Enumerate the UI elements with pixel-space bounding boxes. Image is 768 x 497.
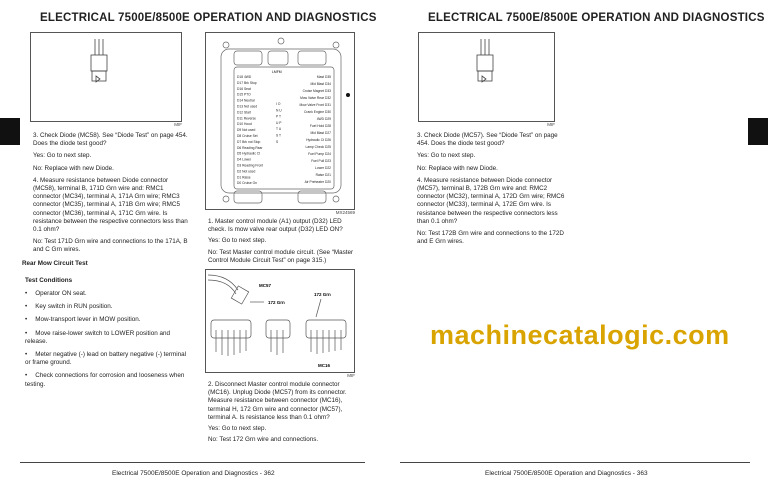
right-column (415, 32, 571, 246)
module-pin-label: D14 Neutral (237, 98, 255, 103)
step-3: 3. Check Diode (MC58). See “Diode Test” on page 454. Does the diode test good? (33, 132, 188, 148)
step-4-no: No: Test 171D Grn wire and connections to the 171A, B and C Grn wires. (33, 238, 188, 254)
module-pin-label: D12 Start (237, 110, 251, 115)
step-4: 4. Measure resistance between Diode connector (MC58), terminal B, 171D Grn wire and: RMC1 connector (MC34), terminal A, 171A Grn wire; RMC3 connector (MC35), terminal A, 171B Grn wire; RMC5 connector (MC36), terminal A, 171C Grn wire. Is resistance between the respective connectors less than 0.1 ohm? (33, 176, 188, 234)
module-pin-label: U P (276, 120, 282, 125)
step-3-no: No: Replace with new Diode. (33, 164, 114, 172)
control-module-diagram (206, 33, 354, 209)
step-3-no: No: Replace with new Diode. (417, 164, 498, 172)
right-page-tab (748, 118, 768, 145)
module-pin-label: Lower D22 (315, 166, 331, 170)
connector-diagram (206, 270, 354, 372)
connector-figure (205, 269, 355, 373)
module-pin-label: N U (276, 108, 282, 113)
module-pin-label: D17 Brk Stop (237, 80, 257, 85)
condition-item: • Key switch in RUN position. (25, 303, 187, 311)
module-pin-label: D13 Not used (237, 104, 258, 109)
module-pin-label: Mow Valve Front D31 (299, 103, 331, 107)
module-pin-label: D0 Cruise On (237, 181, 257, 186)
step-3-yes: Yes: Go to next step. (33, 152, 92, 160)
step-3-yes: Yes: Go to next step. (417, 152, 476, 160)
left-page-tab (0, 118, 20, 145)
module-pin-label: S (276, 139, 279, 144)
module-pin-label: D1 Raise (237, 175, 251, 180)
module-pin-label: D3 Reading Front (237, 163, 264, 168)
module-pin-label: Air Preheater D20 (304, 180, 331, 184)
diode-icon (31, 33, 181, 121)
module-pin-label: Cruise Magnet D33 (302, 89, 331, 93)
test-conditions-title: Test Conditions (25, 276, 73, 284)
module-pin-label: D15 PTO (237, 92, 251, 97)
step-2-block (205, 381, 360, 444)
module-pin-label: Fuel Hold D28 (309, 124, 331, 128)
condition-item: • Meter negative (-) lead on battery negative (-) terminal or frame ground. (25, 351, 187, 367)
footer-rule (400, 462, 750, 463)
module-pin-label: D6 Reading Rear (237, 145, 263, 150)
step-4: 4. Measure resistance between Diode connector (MC57), terminal B, 172B Grn wire and: RMC2 connector (MC32), terminal A, 172D Grn wire; RMC6 connector (MC33), terminal A, 172E Grn wire. Is resistance between the respective connectors less than 0.1 ohm? (417, 176, 565, 225)
right-page-header: ELECTRICAL 7500E/8500E OPERATION AND DIAGNOSTICS (428, 12, 765, 24)
condition-item: • Move raise-lower switch to LOWER position and release. (25, 330, 187, 346)
step-1: 1. Master control module (A1) output (D32) LED check. Is mow valve rear output (D32) LED ON? (208, 218, 343, 234)
module-pin-label: Mow Valve Rear D32 (300, 96, 331, 100)
step-2: 2. Disconnect Master control module connector (MC16). Unplug Diode (MC57) from its connector. Measure resistance between connector (MC16), terminal H, 172 Grn wire and connector (MC57), terminal A. Is resistance less than 0.1 ohm? (208, 381, 347, 421)
step-2-no: No: Test 172 Grn wire and connections. (208, 436, 319, 444)
condition-item: • Check connections for corrosion and looseness when testing. (25, 372, 187, 388)
module-pin-label: Lamp Check D25 (305, 145, 331, 149)
left-column (22, 32, 188, 389)
wire-label: 172 Grn (268, 300, 285, 306)
module-pin-label: I O (276, 102, 281, 106)
module-pin-label: Raise D21 (315, 173, 331, 177)
module-pin-label: D16 Seat (237, 86, 251, 91)
condition-item: • Operator ON seat. (25, 290, 187, 298)
figure-label: MIF (547, 122, 555, 127)
module-pin-label: Fuel Pull D23 (311, 159, 331, 163)
module-figure-label: MX24569 (335, 210, 355, 215)
module-pin-label: D10 Hood (237, 122, 252, 127)
module-pin-label: D2 Not used (237, 169, 256, 174)
condition-item: • Mow-transport lever in MOW position. (25, 316, 187, 324)
step-1-no: No: Test Master control module circuit. (See “Master Control Module Circuit Test” on page 315.) (208, 248, 354, 264)
step-1-yes: Yes: Go to next step. (208, 237, 267, 245)
module-pin-label: D4 Lower (237, 157, 252, 162)
module-pin-label: P T (276, 114, 282, 119)
footer-rule (20, 462, 365, 463)
module-title: LMFM (272, 70, 282, 74)
diode-icon (419, 33, 554, 121)
left-page-footer: Electrical 7500E/8500E Operation and Diagnostics - 362 (112, 470, 275, 477)
module-pin-label: D18 4WD (237, 75, 252, 79)
figure-label: MIF (347, 373, 355, 379)
step-4-no: No: Test 172B Grn wire and connections to the 172D and E Grn wires. (417, 230, 564, 246)
master-control-module-figure (205, 32, 355, 210)
diode-figure-left (30, 32, 182, 122)
step-2-yes: Yes: Go to next step. (208, 425, 267, 433)
wire-label: 172 Grn (314, 292, 331, 298)
watermark: machinecatalogic.com (430, 320, 730, 350)
module-pin-label: D9 Not used (237, 128, 256, 133)
module-pin-label: D8 Cruise Set (237, 134, 258, 138)
section-title: Rear Mow Circuit Test (22, 259, 88, 267)
module-pin-label: D5 Hydraulic Ct (237, 151, 261, 156)
mc16-label: MC16 (318, 363, 331, 369)
module-pin-label: D11 Reverse (237, 116, 256, 121)
figure-label: MIF (174, 122, 182, 127)
diode-figure-right (418, 32, 555, 122)
module-pin-label: D7 Brk not Stop (237, 139, 261, 144)
step-3: 3. Check Diode (MC57). See “Diode Test” on page 454. Does the diode test good? (417, 132, 558, 148)
left-page-header: ELECTRICAL 7500E/8500E OPERATION AND DIAGNOSTICS (40, 12, 377, 24)
module-pin-label: Mid Blast D27 (310, 131, 331, 135)
module-pin-label: Mid Blast D34 (310, 82, 331, 86)
module-pin-label: T U (276, 127, 282, 132)
module-pin-label: Crank Engine D30 (304, 110, 331, 114)
module-pin-label: Mast D35 (316, 75, 331, 79)
test-conditions-list (25, 290, 187, 389)
module-pin-label: 4WD D29 (316, 117, 331, 121)
module-pin-label: Hydraulic Ct D26 (306, 138, 331, 142)
module-pin-label: Fuel Pump D24 (308, 152, 331, 156)
right-page-footer: Electrical 7500E/8500E Operation and Diagnostics - 363 (485, 470, 648, 477)
module-pin-label: S T (276, 133, 282, 138)
middle-column (205, 32, 360, 444)
mc57-label: MC57 (259, 283, 272, 289)
